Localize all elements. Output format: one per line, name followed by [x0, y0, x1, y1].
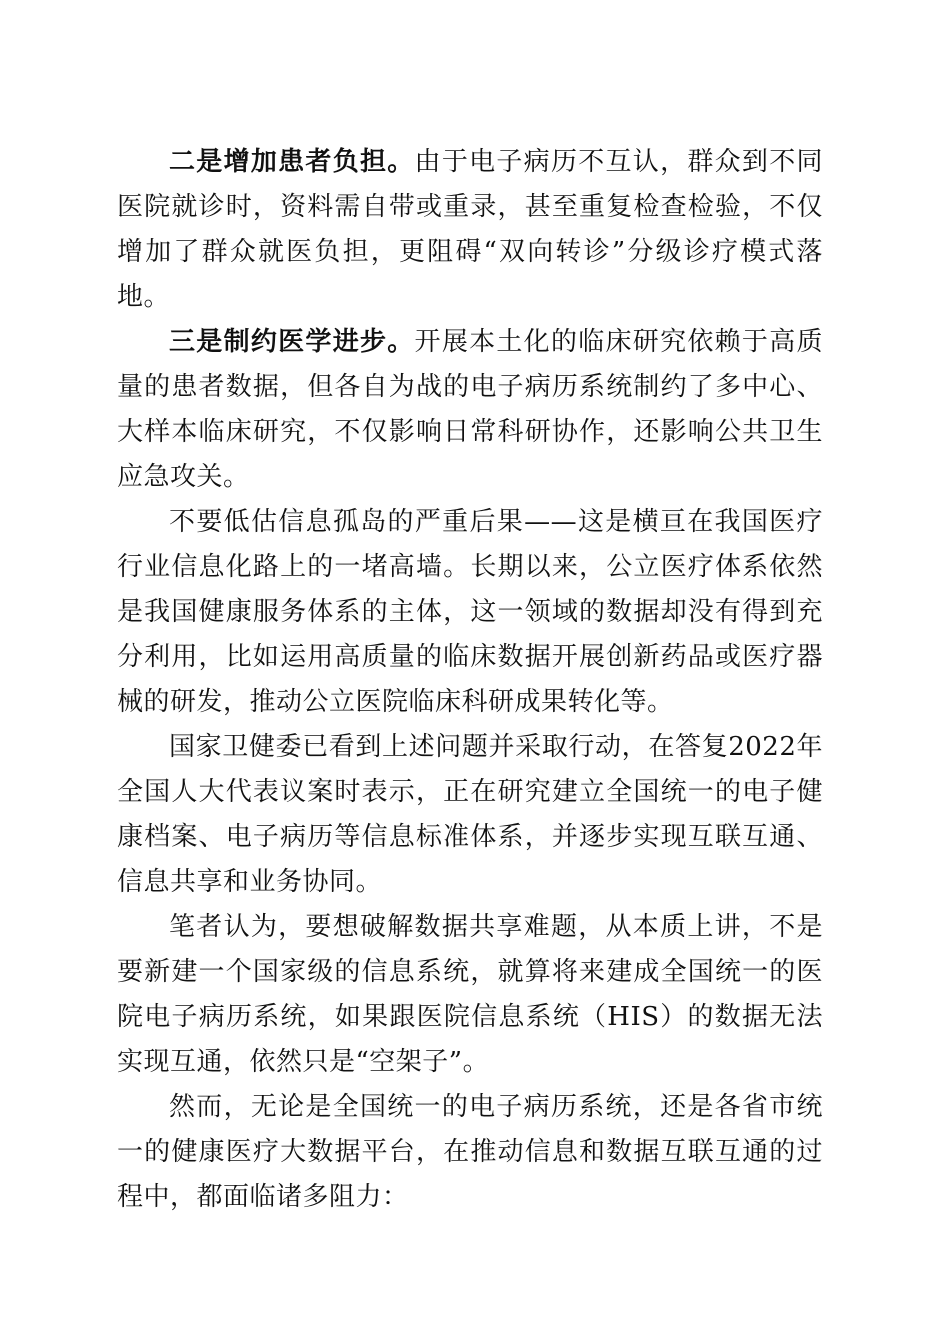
paragraph-nhc-action — [117, 725, 823, 905]
paragraph-text: 然而，无论是全国统一的电子病历系统，还是各省市统一的健康医疗大数据平台，在推动信息和数据互联互通的过程中，都面临诸多阻力： — [117, 1092, 823, 1212]
paragraph-text: 开展本土化的临床研究依赖于高质量的患者数据，但各自为战的电子病历系统制约了多中心、大样本临床研究，不仅影响日常科研协作，还影响公共卫生应急攻关。 — [117, 327, 823, 492]
paragraph-increase-burden — [117, 140, 823, 320]
paragraph-text: 笔者认为，要想破解数据共享难题，从本质上讲，不是要新建一个国家级的信息系统，就算将来建成全国统一的医院电子病历系统，如果跟医院信息系统（HIS）的数据无法实现互通，依然只是“空架子”。 — [117, 912, 823, 1077]
paragraph-lead: 三是制约医学进步。 — [169, 327, 415, 357]
paragraph-text: 由于电子病历不互认，群众到不同医院就诊时，资料需自带或重录，甚至重复检查检验，不仅增加了群众就医负担，更阻碍“双向转诊”分级诊疗模式落地。 — [117, 147, 823, 312]
paragraph-restrict-progress — [117, 320, 823, 500]
document-body — [117, 140, 823, 1220]
paragraph-obstacles — [117, 1085, 823, 1220]
paragraph-lead: 二是增加患者负担。 — [169, 147, 415, 177]
paragraph-author-view — [117, 905, 823, 1085]
paragraph-text: 不要低估信息孤岛的严重后果——这是横亘在我国医疗行业信息化路上的一堵高墙。长期以来，公立医疗体系依然是我国健康服务体系的主体，这一领域的数据却没有得到充分利用，比如运用高质量的临床数据开展创新药品或医疗器械的研发，推动公立医院临床科研成果转化等。 — [117, 507, 823, 717]
paragraph-information-silos — [117, 500, 823, 725]
paragraph-text: 国家卫健委已看到上述问题并采取行动，在答复2022年全国人大代表议案时表示，正在研究建立全国统一的电子健康档案、电子病历等信息标准体系，并逐步实现互联互通、信息共享和业务协同。 — [117, 732, 823, 897]
